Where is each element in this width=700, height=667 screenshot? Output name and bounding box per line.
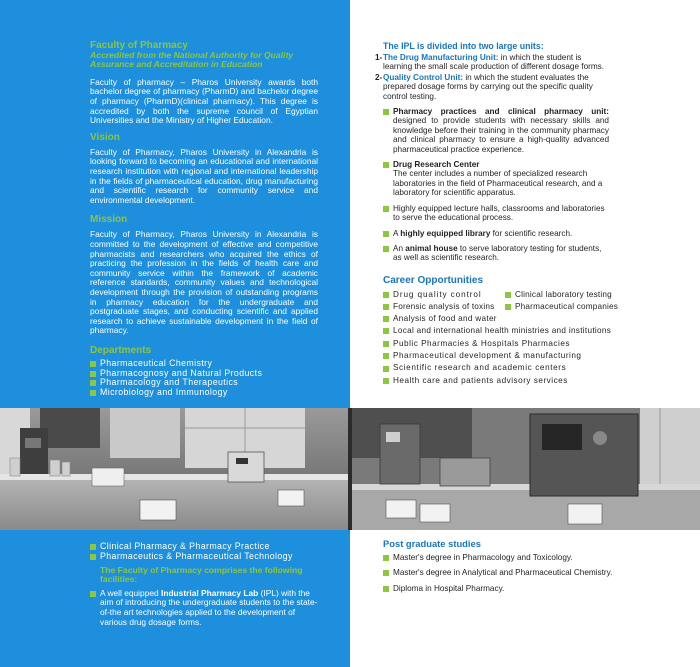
bullet-icon [505,304,511,310]
career-grid [383,289,619,313]
bullet-icon [383,366,389,372]
bullet-icon [383,231,389,237]
list-item: Scientific research and academic centers [383,362,609,374]
bullet-icon [505,292,511,298]
bullet-icon [90,371,96,377]
vision-text: Faculty of Pharmacy, Pharos University in Alexandria is looking forward to becoming an educational and international research institution with regional and international leadership in the fields of pharmaceutical education, drug manufacturing and scientific research for community service and environmental development. [90,146,318,205]
list-item: Local and international health ministries and institutions [383,325,609,337]
list-item: Pharmaceutical development & manufacturing [383,350,609,362]
bullet-icon [383,328,389,334]
list-item: An animal house to serve laboratory testing for students, as well as scientific research. [383,244,609,263]
vision-title: Vision [90,131,120,143]
list-item: A highly equipped library for scientific research. [383,229,609,238]
list-item: Pharmacy practices and clinical pharmacy unit: designed to provide students with necessary skills and knowledge before their training in the community pharmacy and clinical pharmacy to ensure a high-quality advanced pharmaceutical practice experience. [383,107,609,154]
list-item: Clinical Pharmacy & Pharmacy Practice [90,542,318,552]
facilities-title: The Faculty of Pharmacy comprises the following facilities: [100,564,303,585]
list-item: Highly equipped lecture halls, classrooms and laboratories to serve the educational process. [383,204,609,223]
bullet-icon [383,353,389,359]
left-bottom-section [90,542,318,627]
career-list [383,313,612,387]
list-item: Pharmaceutics & Pharmaceutical Technology [90,552,318,562]
bullet-icon [383,316,389,322]
list-item: Pharmacognosy and Natural Products [90,369,318,379]
faculty-intro-text: Faculty of pharmacy – Pharos University awards both bachelor degree of pharmacy (PharmD) and bachelor degree of pharmacy (PharmD)(clinical pharmacy). This degree is accredited by both the supreme council of Egyptian Universities and the Ministry of Higher Education. [90,76,318,126]
mission-text: Faculty of Pharmacy, Pharos University in Alexandria is committed to the development of effective and competitive pharmacists and researchers who acquired the ethics of practicing the profession in the fields of health care and community service within the framework of academic reference standards, community values and technological development through the provision of outstanding programs in pharmacy education for the undergraduate and postgraduate stages, and conducting scientific and applied research to achieve sustainable development in the field of pharmacy. [90,229,318,336]
list-item: Drug quality control [383,289,501,301]
ipl-text: A well equipped Industrial Pharmacy Lab (IPL) with the aim of introducing the undergraduate students to the state-of-the art technologies applied to the development of various drug dosage forms. [100,587,318,627]
bullet-icon [90,591,96,597]
lab-photo-image [0,408,700,530]
bullet-icon [90,554,96,560]
list-item: Drug Research Center The center includes a number of specialized research laboratories in the field of Pharmaceutical research, and a laboratory for scientific apparatus. [383,160,609,198]
list-item: Forensic analysis of toxins [383,301,501,313]
list-item [90,589,318,627]
departments-title: Departments [90,344,152,356]
bullet-icon [383,570,389,576]
bullet-icon [90,380,96,386]
bullet-icon [383,292,389,298]
accreditation-note: Accredited from the National Authority for Quality Assurance and Accreditation in Education [90,50,294,70]
list-item: Clinical laboratory testing [505,289,615,301]
bullet-icon [383,246,389,252]
list-item: 1- The Drug Manufacturing Unit: in which the student is learning the small scale production of different dosage forms. [375,53,605,72]
postgrad-title: Post graduate studies [383,538,481,549]
bullet-icon [383,586,389,592]
mission-title: Mission [90,214,128,226]
list-item: Diploma in Hospital Pharmacy. [383,584,643,593]
bullet-icon [383,162,389,168]
list-item: Pharmacology and Therapeutics [90,378,318,388]
bullet-icon [383,341,389,347]
lab-photo-strip [0,408,700,530]
list-item: 2- Quality Control Unit: in which the student evaluates the prepared dosage forms by carrying out the specific quality control testing. [375,72,593,101]
list-item: Master's degree in Pharmacology and Toxicology. [383,553,643,562]
list-item: Pharmaceutical companies [505,301,615,313]
bullet-icon [90,390,96,396]
career-title: Career Opportunities [383,274,484,286]
list-item: Health care and patients advisory services [383,375,609,387]
bullet-icon [90,361,96,367]
faculty-intro-section [90,40,318,398]
postgrad-section [383,538,643,593]
departments-list [90,359,318,398]
ipl-section [375,41,619,387]
bullet-icon [90,544,96,550]
list-item: Analysis of food and water [383,313,609,325]
bullet-icon [383,555,389,561]
ipl-title: The IPL is divided into two large units: [383,41,544,51]
list-item: Pharmaceutical Chemistry [90,359,318,369]
list-item: Microbiology and Immunology [90,388,318,398]
list-item: Master's degree in Analytical and Pharmaceutical Chemistry. [383,568,643,577]
bullet-icon [383,378,389,384]
bullet-icon [383,206,389,212]
bullet-icon [383,304,389,310]
list-item: Public Pharmacies & Hospitals Pharmacies [383,338,609,350]
bullet-icon [383,109,389,115]
faculty-title: Faculty of Pharmacy [90,40,188,51]
